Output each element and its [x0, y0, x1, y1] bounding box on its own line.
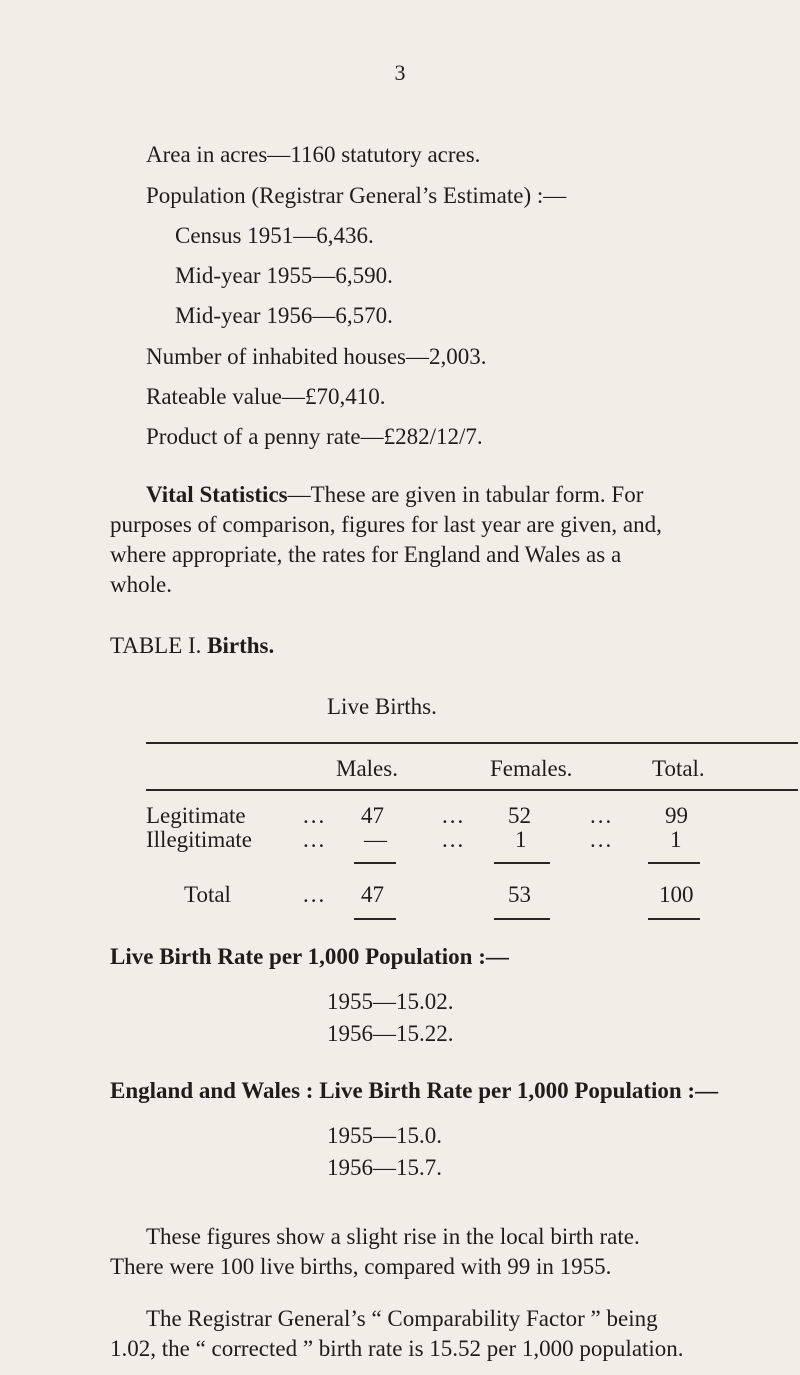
national-rate-1955: 1955—15.0. — [327, 1123, 442, 1148]
table-subtitle: Live Births. — [327, 694, 437, 719]
cell-illegitimate-total: 1 — [670, 827, 682, 852]
table-top-rule — [146, 742, 798, 744]
table-title: TABLE I. Births. — [110, 633, 275, 658]
leader-dots: ... — [590, 803, 614, 828]
cell-illegitimate-males: — — [364, 827, 387, 852]
sum-rule-females-bottom — [494, 918, 550, 920]
row-label-legitimate: Legitimate — [146, 803, 246, 828]
leader-dots: ... — [303, 803, 327, 828]
leader-dots: ... — [442, 803, 466, 828]
cell-legitimate-males: 47 — [361, 803, 384, 828]
census-1951-line: Census 1951—6,436. — [175, 223, 374, 248]
comment-line-1: These figures show a slight rise in the local birth rate. — [146, 1224, 640, 1249]
local-rate-1955: 1955—15.02. — [327, 989, 454, 1014]
population-heading: Population (Registrar General’s Estimate) :— — [146, 183, 567, 208]
row-label-illegitimate: Illegitimate — [146, 827, 253, 852]
leader-dots: ... — [303, 882, 327, 907]
cell-legitimate-total: 99 — [665, 803, 688, 828]
header-females: Females. — [490, 756, 573, 781]
header-males: Males. — [336, 756, 398, 781]
vital-statistics-line-1: Vital Statistics—These are given in tabular form. For — [146, 482, 644, 507]
sum-rule-females — [494, 862, 550, 864]
cell-total-total: 100 — [659, 882, 694, 907]
comparability-line-1: The Registrar General’s “ Comparability Factor ” being — [146, 1306, 658, 1331]
penny-rate-line: Product of a penny rate—£282/12/7. — [146, 424, 483, 449]
row-label-total: Total — [184, 882, 231, 907]
national-rate-heading: England and Wales : Live Birth Rate per 1,000 Population :— — [110, 1078, 719, 1103]
local-rate-1956: 1956—15.22. — [327, 1021, 454, 1046]
cell-total-females: 53 — [508, 882, 531, 907]
national-rate-1956: 1956—15.7. — [327, 1155, 442, 1180]
area-line: Area in acres—1160 statutory acres. — [146, 142, 481, 167]
vital-statistics-line-2: purposes of comparison, figures for last year are given, and, — [110, 512, 662, 537]
rateable-value-line: Rateable value—£70,410. — [146, 384, 386, 409]
sum-rule-total — [648, 862, 700, 864]
cell-illegitimate-females: 1 — [515, 827, 527, 852]
sum-rule-total-bottom — [648, 918, 700, 920]
sum-rule-males — [354, 862, 396, 864]
mid-year-1955-line: Mid-year 1955—6,590. — [175, 263, 393, 288]
cell-total-males: 47 — [361, 882, 384, 907]
cell-legitimate-females: 52 — [508, 803, 531, 828]
leader-dots: ... — [590, 827, 614, 852]
inhabited-houses-line: Number of inhabited houses—2,003. — [146, 344, 487, 369]
comment-line-2: There were 100 live births, compared with 99 in 1955. — [110, 1254, 612, 1279]
page-number: 3 — [394, 60, 406, 85]
local-rate-heading: Live Birth Rate per 1,000 Population :— — [110, 944, 509, 969]
vital-statistics-label: Vital Statistics — [146, 482, 288, 507]
vital-statistics-line-4: whole. — [110, 572, 172, 597]
vital-statistics-line-3: where appropriate, the rates for England and Wales as a — [110, 542, 622, 567]
table-header-rule — [146, 789, 798, 791]
leader-dots: ... — [303, 827, 327, 852]
header-total: Total. — [652, 756, 705, 781]
comparability-line-2: 1.02, the “ corrected ” birth rate is 15.52 per 1,000 population. — [110, 1336, 684, 1361]
sum-rule-males-bottom — [354, 918, 396, 920]
mid-year-1956-line: Mid-year 1956—6,570. — [175, 303, 393, 328]
leader-dots: ... — [442, 827, 466, 852]
